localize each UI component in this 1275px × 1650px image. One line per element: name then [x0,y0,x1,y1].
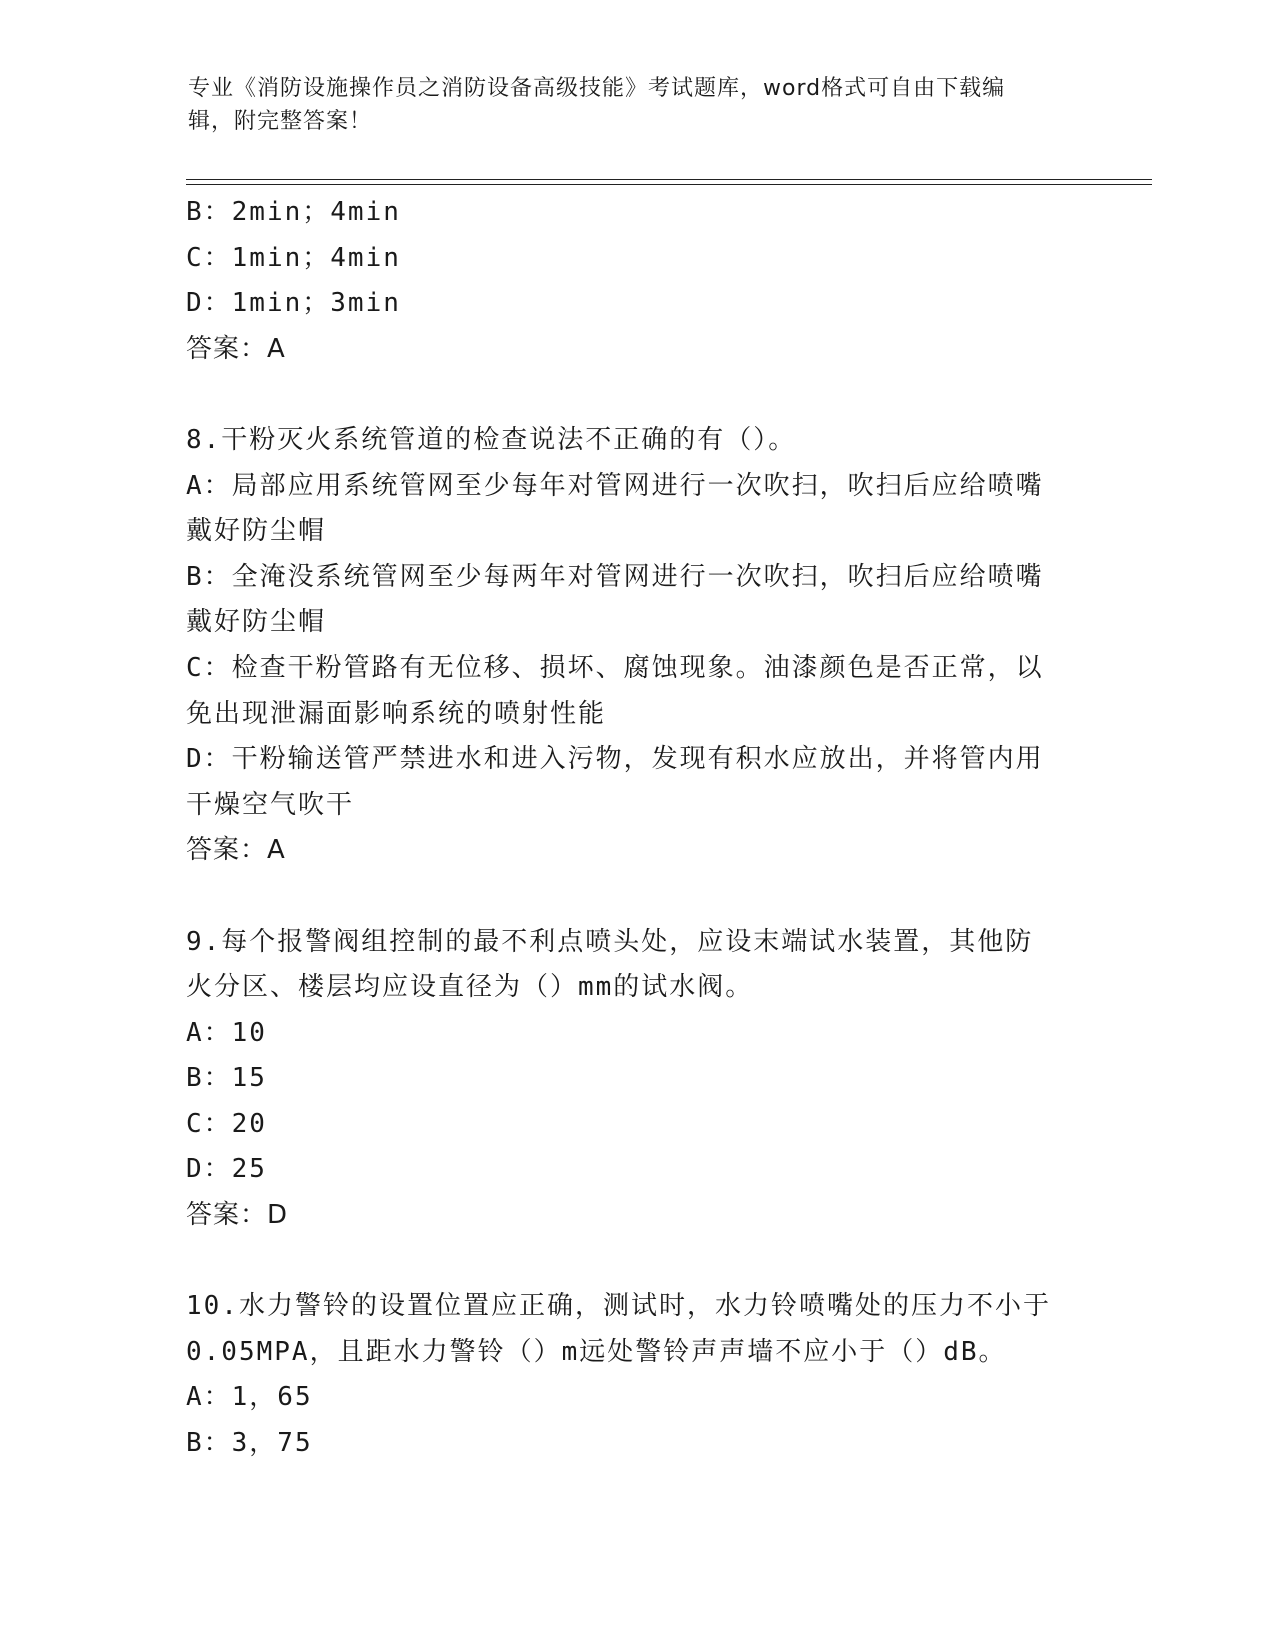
option-d: D：1min；3min [186,288,401,319]
spacer [186,372,1086,418]
option-d-cont: 干燥空气吹干 [186,789,355,820]
answer: 答案：A [186,835,286,866]
document-header [188,72,1068,138]
question-list [186,190,1086,1467]
option-a: A：局部应用系统管网至少每年对管网进行一次吹扫，吹扫后应给喷嘴 [186,470,1044,501]
option-c-cont: 免出现泄漏面影响系统的喷射性能 [186,698,607,729]
question-stem-cont: 0.05MPA，且距水力警铃（）m远处警铃声声墙不应小于（）dB。 [186,1336,1007,1367]
spacer [186,874,1086,920]
header-line-1: 专业《消防设施操作员之消防设备高级技能》考试题库，word格式可自由下载编 [188,76,1006,101]
header-divider-bottom [186,184,1152,185]
option-a: A：1，65 [186,1382,313,1413]
option-b-cont: 戴好防尘帽 [186,607,327,638]
option-b: B：3，75 [186,1428,313,1459]
option-a-cont: 戴好防尘帽 [186,516,327,547]
answer: 答案：D [186,1200,289,1231]
question-stem: 10.水力警铃的设置位置应正确，测试时，水力铃喷嘴处的压力不小于 [186,1291,1051,1322]
question-stem: 8.干粉灭火系统管道的检查说法不正确的有（）。 [186,424,797,455]
option-b: B：15 [186,1063,267,1094]
option-c: C：检查干粉管路有无位移、损坏、腐蚀现象。油漆颜色是否正常，以 [186,652,1044,683]
option-c: C：1min；4min [186,242,401,273]
option-b: B：2min；4min [186,197,401,227]
header-line-2: 辑，附完整答案！ [188,109,373,134]
answer: 答案：A [186,333,286,364]
spacer [186,1239,1086,1285]
question-8 [186,418,1086,874]
question-stem: 9.每个报警阀组控制的最不利点喷头处，应设末端试水装置，其他防 [186,926,1034,957]
question-9 [186,920,1086,1239]
question-7-tail [186,190,1086,372]
option-c: C：20 [186,1108,267,1139]
option-d: D：干粉输送管严禁进水和进入污物，发现有积水应放出，并将管内用 [186,744,1044,775]
option-b: B：全淹没系统管网至少每两年对管网进行一次吹扫，吹扫后应给喷嘴 [186,561,1044,592]
option-d: D：25 [186,1154,267,1185]
question-stem-cont: 火分区、楼层均应设直径为（）mm的试水阀。 [186,972,754,1003]
option-a: A：10 [186,1017,267,1048]
header-divider-top [186,179,1152,180]
question-10 [186,1284,1086,1466]
